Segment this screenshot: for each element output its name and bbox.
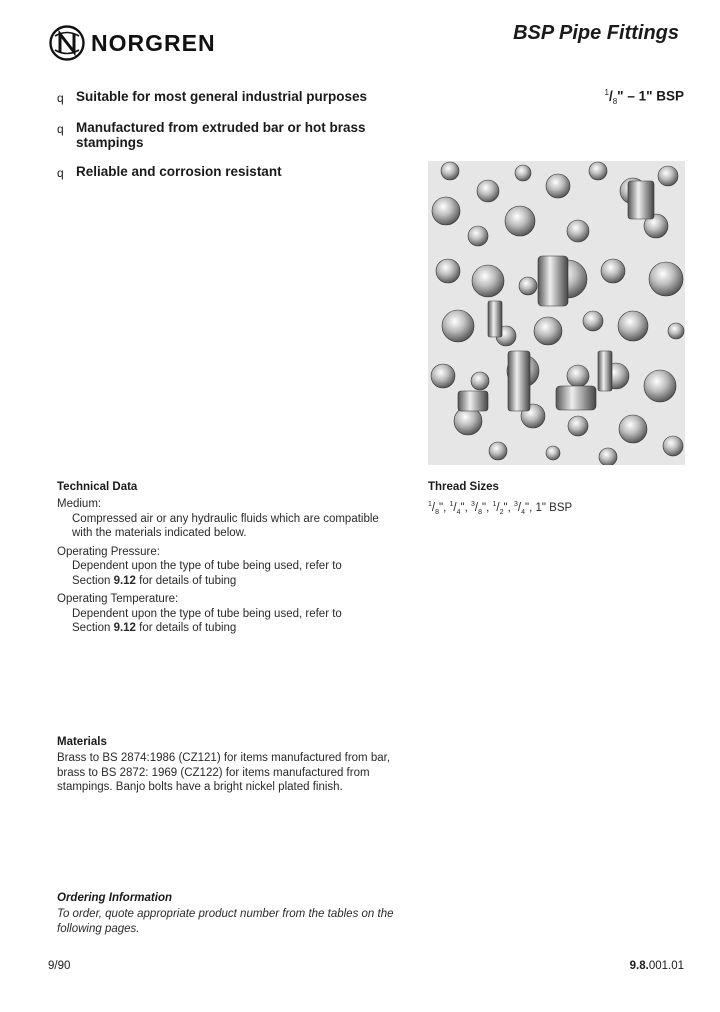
section-heading: Thread Sizes [428, 481, 499, 493]
medium-text: Compressed air or any hydraulic fluids which are compatible with the materials indicated below. [72, 512, 379, 539]
bullet-text: Reliable and corrosion resistant [76, 164, 282, 179]
footer-date: 9/90 [48, 960, 71, 972]
norgren-globe-icon [49, 25, 85, 61]
bullet-mark: q [57, 166, 64, 180]
medium-label: Medium: [57, 498, 102, 510]
bullet-text: Manufactured from extruded bar or hot brass stampings [76, 120, 366, 150]
materials-section [57, 736, 397, 795]
fittings-photo [428, 161, 685, 465]
pressure-label: Operating Pressure: [57, 545, 160, 558]
thread-sizes-list: $^1/_8$", $^1/_4$", $^3/_8$", $^1/_2$", $^3/_4$", 1" BSP [428, 501, 573, 517]
list-item [57, 120, 377, 150]
bullet-mark: q [57, 91, 64, 105]
thread-sizes-section [428, 481, 678, 521]
section-heading: Ordering Information [57, 892, 172, 904]
technical-data-section [57, 481, 397, 636]
temperature-text: Dependent upon the type of tube being used, refer to Section 9.12 for details of tubing [72, 607, 342, 634]
materials-text: Brass to BS 2874:1986 (CZ121) for items manufactured from bar, brass to BS 2872: 1969 (CZ122) for items manufactured from stampings. Banjo bolts have a bright nickel plated finish. [57, 752, 391, 793]
bullet-text: Suitable for most general industrial purposes [76, 89, 368, 104]
norgren-logo [49, 25, 216, 61]
fittings-illustration [428, 161, 685, 465]
ordering-section [57, 892, 417, 936]
feature-list [57, 89, 377, 195]
ordering-text: To order, quote appropriate product number from the tables on the following pages. [57, 908, 394, 935]
brand-name: NORGREN [91, 29, 216, 56]
temperature-label: Operating Temperature: [57, 593, 179, 605]
page-number: 9.8.001.01 [629, 960, 684, 972]
section-heading: Materials [57, 736, 107, 748]
list-item [57, 89, 377, 106]
size-range: $^1/_8$" – 1" BSP [604, 88, 684, 107]
page-title: BSP Pipe Fittings [513, 22, 679, 44]
list-item [57, 164, 377, 181]
pressure-text: Dependent upon the type of tube being used, refer to Section 9.12 for details of tubing [72, 560, 342, 587]
bullet-mark: q [57, 122, 64, 136]
section-heading: Technical Data [57, 481, 138, 493]
